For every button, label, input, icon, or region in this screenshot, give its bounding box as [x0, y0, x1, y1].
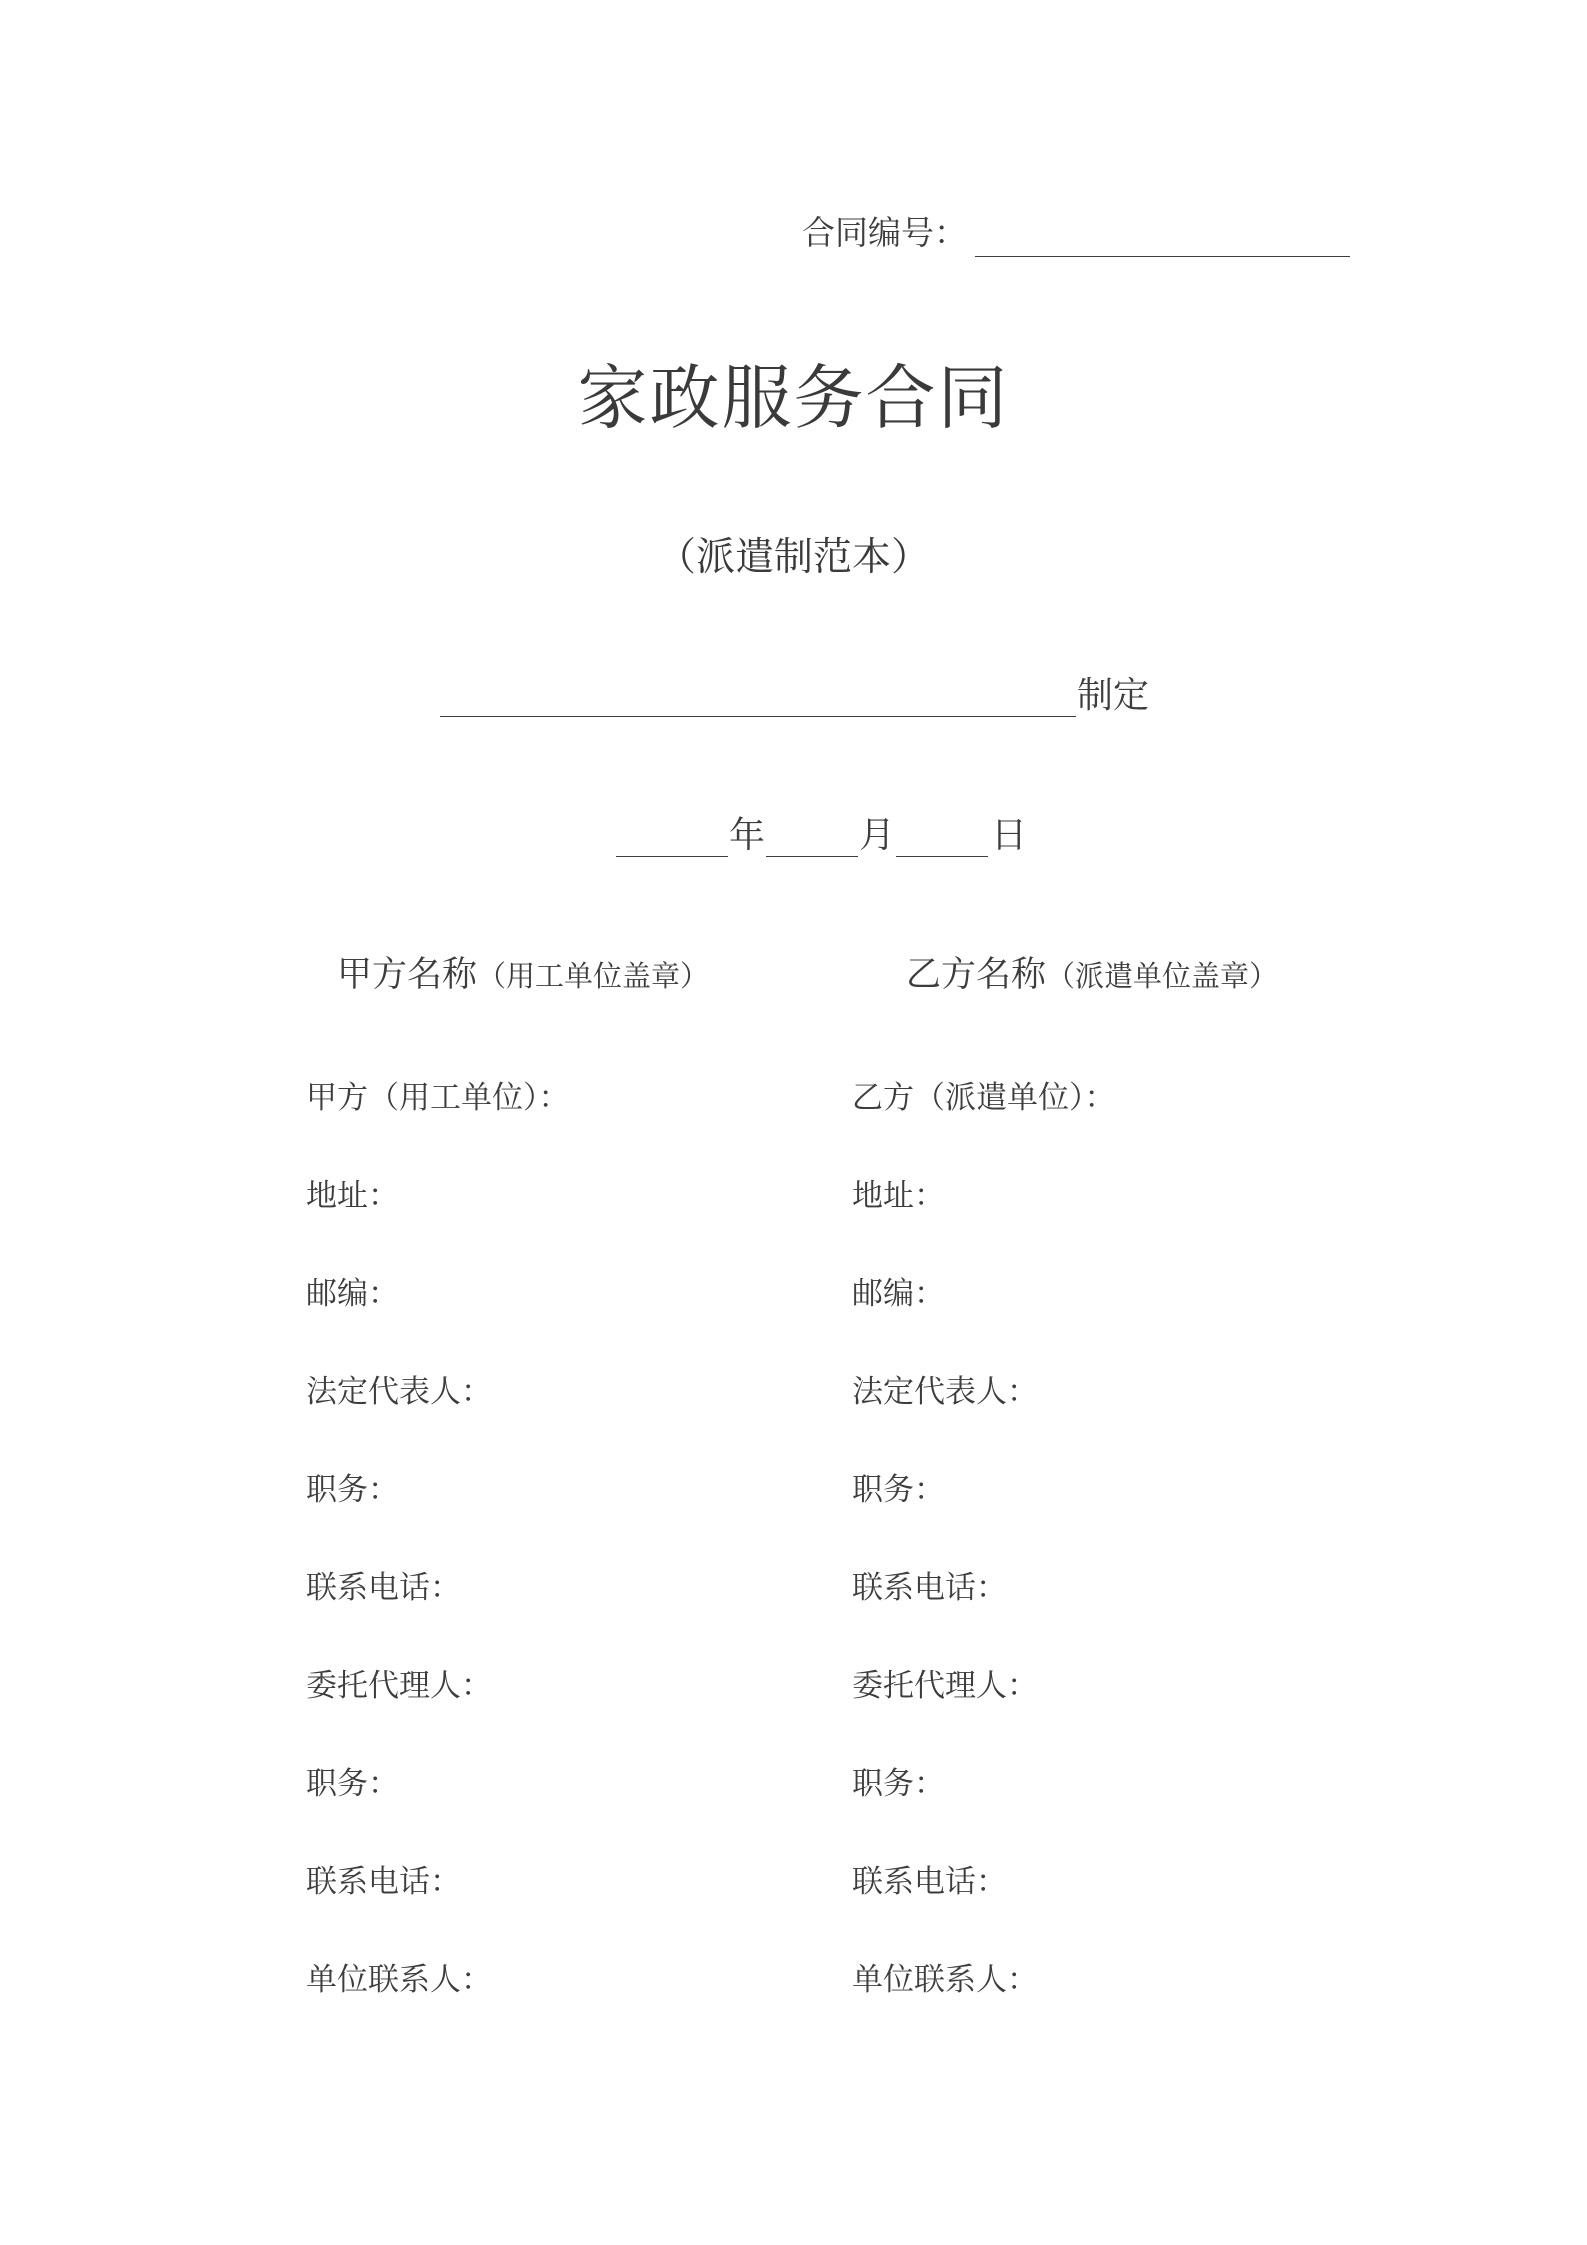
party-b-heading — [906, 948, 1278, 1003]
document-subtitle: （派遣制范本） — [656, 535, 930, 580]
document-title: 家政服务合同 — [577, 357, 1010, 439]
day-label: 日 — [991, 815, 1028, 856]
year-label: 年 — [729, 815, 766, 856]
party-a-heading-text: 甲方名称 — [337, 955, 478, 995]
party-b-contact-field: 单位联系人： — [852, 1962, 1038, 1998]
party-b-phone-field: 联系电话： — [852, 1570, 1007, 1606]
issuer-blank[interactable] — [440, 716, 1076, 717]
party-b-agent-phone-field: 联系电话： — [852, 1864, 1007, 1900]
party-a-address-field: 地址： — [306, 1178, 399, 1214]
contract-number-label: 合同编号： — [802, 213, 967, 252]
party-a-position-field: 职务： — [306, 1472, 399, 1508]
party-b-position-field: 职务： — [852, 1472, 945, 1508]
party-a-postcode-field: 邮编： — [306, 1276, 399, 1312]
month-label: 月 — [859, 815, 896, 856]
party-b-agent-position-field: 职务： — [852, 1766, 945, 1802]
party-a-agent-position-field: 职务： — [306, 1766, 399, 1802]
party-b-name-field: 乙方（派遣单位）： — [852, 1080, 1116, 1116]
party-b-legal-rep-field: 法定代表人： — [852, 1374, 1038, 1410]
party-a-agent-field: 委托代理人： — [306, 1668, 492, 1704]
party-a-heading — [337, 948, 709, 1003]
party-b-heading-text: 乙方名称 — [906, 955, 1047, 995]
day-blank[interactable] — [896, 856, 988, 857]
year-blank[interactable] — [616, 856, 728, 857]
month-blank[interactable] — [766, 856, 858, 857]
party-a-legal-rep-field: 法定代表人： — [306, 1374, 492, 1410]
party-b-address-field: 地址： — [852, 1178, 945, 1214]
party-a-heading-note: （用工单位盖章） — [477, 959, 710, 993]
party-b-agent-field: 委托代理人： — [852, 1668, 1038, 1704]
party-a-contact-field: 单位联系人： — [306, 1962, 492, 1998]
party-a-phone-field: 联系电话： — [306, 1570, 461, 1606]
party-a-agent-phone-field: 联系电话： — [306, 1864, 461, 1900]
party-b-postcode-field: 邮编： — [852, 1276, 945, 1312]
contract-number-blank[interactable] — [975, 256, 1350, 257]
party-a-name-field: 甲方（用工单位）： — [306, 1080, 570, 1116]
party-b-heading-note: （派遣单位盖章） — [1046, 959, 1279, 993]
made-by-suffix: 制定 — [1077, 675, 1150, 716]
